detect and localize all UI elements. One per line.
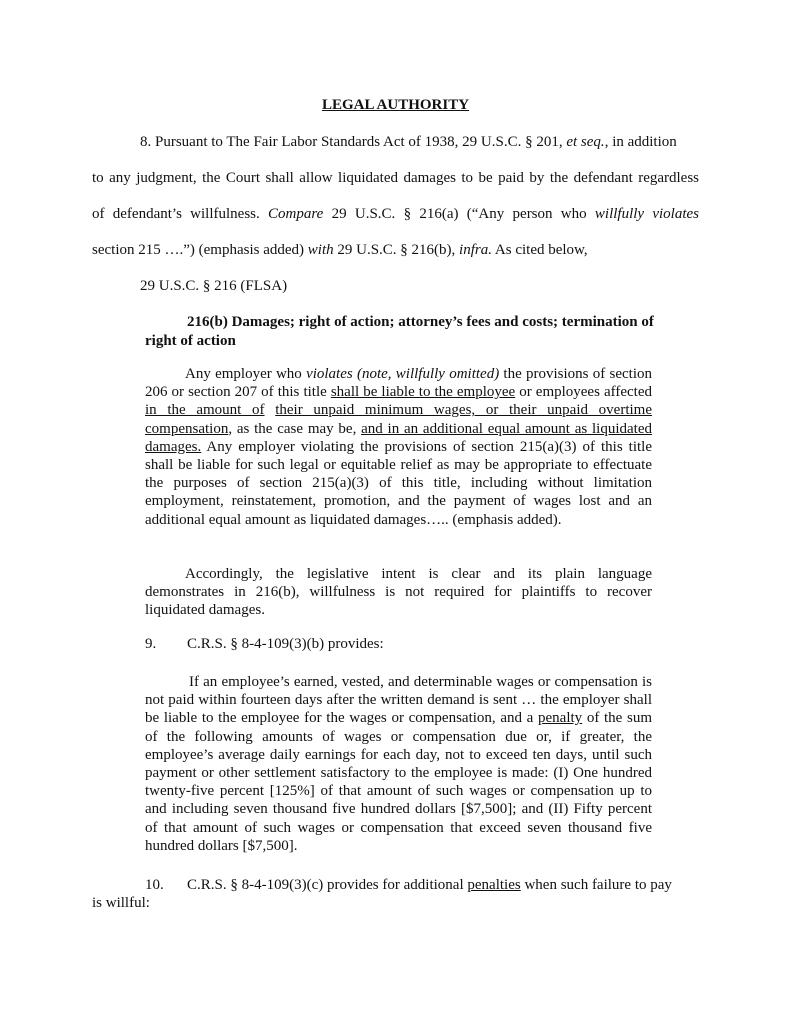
text-run-underlined: penalties — [467, 877, 521, 893]
block-quote-216b — [145, 365, 652, 529]
text-run: Any employer who — [185, 366, 307, 382]
text-run: If an employee’s earned, vested, and determinable wages or compensation is not paid within fourteen days after the written demand is sent … the employer shall be liable to the employee for the wages or compensation, and a — [145, 674, 652, 727]
para9 — [145, 635, 752, 653]
quote-heading: 216(b) Damages; right of action; attorney’s fees and costs; termination of right of action — [145, 314, 654, 349]
text-run-underlined: penalty — [538, 710, 583, 727]
text-run: or employees affected — [515, 384, 652, 401]
text-run: Any employer violating the provisions of section 215(a)(3) of this title shall be liable for such legal or equitable relief as may be appropriate to effectuate the purposes of section 215(a)(3) of this title, including without limitation employment, reinstatement, promotion, and the payment of wages lost and an additional equal amount as liquidated damages….. (emphasis added). — [145, 438, 652, 528]
para8-line4 — [92, 241, 699, 259]
text-run: , in addition — [604, 134, 677, 150]
text-run: As cited below, — [491, 242, 588, 258]
text-run-underlined: their unpaid minimum wages, or their unpaid overtime compensation — [145, 402, 652, 437]
text-run — [265, 402, 276, 418]
text-run-italic: willfully violates — [594, 206, 700, 222]
text-run: 8. Pursuant to The Fair Labor Standards Act of 1938, 29 U.S.C. § 201, — [140, 134, 567, 150]
text-run: C.R.S. § 8-4-109(3)(c) provides for additional — [187, 877, 468, 893]
paragraph-number: 9. — [145, 636, 157, 652]
para8-line1 — [140, 133, 699, 151]
text-run: of defendant’s willfulness. — [92, 206, 269, 222]
text-run: C.R.S. § 8-4-109(3)(b) provides: — [187, 636, 384, 652]
block-quote-intent — [145, 565, 652, 620]
text-run: , as the case may be, — [228, 420, 362, 437]
para10-line1 — [145, 876, 690, 894]
statute-citation: 29 U.S.C. § 216 (FLSA) — [140, 278, 288, 294]
text-run-underlined: in the amount of — [145, 402, 265, 419]
text-run-italic: et seq. — [566, 134, 605, 150]
text-run-italic: with — [307, 242, 334, 258]
text-run-underlined: and in an additional equal amount as liquidated damages. — [145, 420, 652, 455]
para10-line2: is willful: — [92, 895, 150, 911]
para8-line2: to any judgment, the Court shall allow liquidated damages to be paid by the defendant regardless — [92, 170, 699, 186]
text-run-italic: infra. — [459, 242, 492, 258]
text-run: section 215 ….”) (emphasis added) — [92, 242, 308, 258]
paragraph-number: 10. — [145, 877, 164, 893]
text-run: when such failure to pay — [520, 877, 672, 893]
text-run: the provisions of section 206 or section 207 of this title — [145, 366, 652, 401]
section-heading: LEGAL AUTHORITY — [321, 97, 470, 113]
text-run-underlined: shall be liable to the employee — [330, 384, 516, 401]
text-run: of the sum of the following amounts of wages or compensation due or, if greater, the employee’s average daily earnings for each day, not to exceed ten days, until such payment or other settlement satisfactory to the employee is made: (I) One hundred twenty-five percent [125%] of that amount of such wages or compensation up to and including seven thousand five hundred dollars [$7,500]; and (II) Fifty percent of that amount of such wages or compensation that exceed seven thousand five hundred dollars [$7,500]. — [145, 710, 653, 854]
text-run: 29 U.S.C. § 216(b), — [333, 242, 460, 258]
text-run: 29 U.S.C. § 216(a) (“Any person who — [323, 206, 595, 222]
block-quote-crs — [145, 673, 652, 855]
text-run-italic: violates (note, willfully omitted) — [306, 366, 500, 382]
text-run: Accordingly, the legislative intent is clear and its plain language demonstrates in 216(b), willfulness is not required for plaintiffs to recover liquidated damages. — [145, 566, 652, 619]
para8-line3 — [92, 205, 699, 223]
text-run-italic: Compare — [268, 206, 324, 222]
